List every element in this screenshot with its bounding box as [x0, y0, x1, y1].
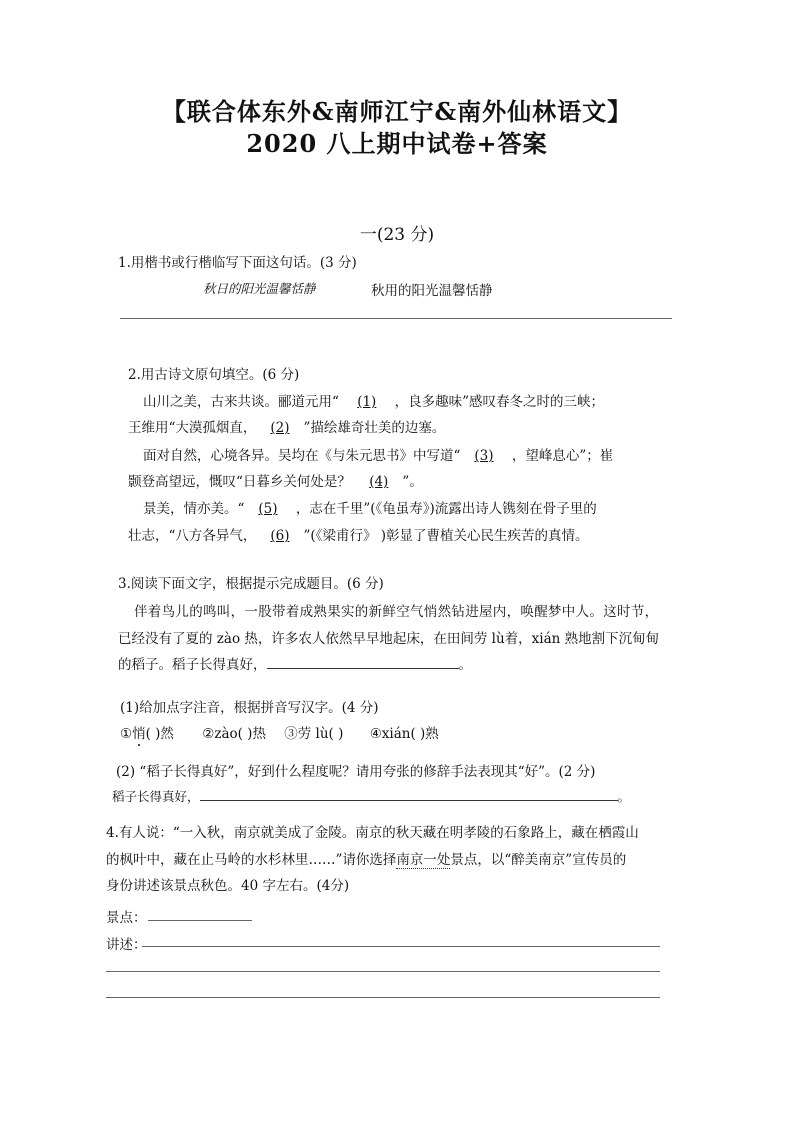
- q4-spot-label: 景点：: [106, 910, 147, 926]
- q2-text: 山川之美，古来共谈。郦道元用“: [143, 394, 344, 410]
- q3-text: 。: [458, 657, 472, 673]
- q2-text: ”描绘雄奇壮美的边塞。: [303, 420, 446, 436]
- q2-blank-6[interactable]: (6): [270, 528, 290, 544]
- q4-emphasis: 南京一处: [396, 852, 451, 868]
- q2-prompt: 2.用古诗文原句填空。(6 分): [128, 367, 300, 383]
- q3-text: 。: [617, 789, 631, 804]
- section-heading: 一(23 分): [359, 225, 435, 245]
- q3-option-3[interactable]: ③劳 lù( ): [284, 726, 344, 742]
- q2-text: ”(《梁甫行》 )彰显了曹植关心民生疾苦的真情。: [303, 528, 589, 544]
- q3-sub1-options: [120, 722, 439, 742]
- q3-answer-blank[interactable]: [267, 656, 459, 669]
- q4-spot-blank[interactable]: [148, 920, 252, 921]
- q2-text: ，志在千里”(《龟虽寿》)流露出诗人镌刻在骨子里的: [291, 501, 597, 517]
- q1-print-sample: 秋用的阳光温馨恬静: [371, 283, 493, 299]
- q2-text: ，望峰息心”；崔: [507, 448, 614, 464]
- q4-answer-line-3[interactable]: [106, 997, 660, 998]
- q3-sub2-answer: [112, 787, 630, 805]
- q3-prompt: 3.阅读下面文字，根据提示完成题目。(6 分): [118, 576, 384, 592]
- q3-sub2-blank[interactable]: [200, 788, 618, 801]
- q2-text: ，良多趣味”感叹春冬之时的三峡；: [390, 394, 605, 410]
- q4-text: 的枫叶中，藏在止马岭的水杉林里……”请你选择: [106, 852, 397, 868]
- q3-dotted-char: 悄: [132, 722, 146, 742]
- q2-line-5: [143, 497, 597, 517]
- q4-line-3: 身份讲述该景点秋色。40 字左右。(4分): [106, 878, 350, 894]
- q3-text: 的稻子。稻子长得真好，: [118, 657, 267, 673]
- q3-text: ( )然: [145, 726, 174, 742]
- q2-line-3: [143, 444, 613, 464]
- q3-text: 稻子长得真好，: [112, 789, 200, 804]
- q3-passage-line-1: 伴着鸟儿的鸣叫，一股带着成熟果实的新鲜空气悄然钻进屋内，唤醒梦中人。这时节，: [134, 604, 659, 620]
- q1-prompt: 1.用楷书或行楷临写下面这句话。(3 分): [118, 255, 357, 271]
- q2-blank-3[interactable]: (3): [474, 448, 494, 464]
- q2-blank-5[interactable]: (5): [258, 501, 278, 517]
- q2-text: 颢登高望远，慨叹“日暮乡关何处是？: [128, 474, 356, 490]
- q4-narrate-label: 讲述：: [106, 937, 147, 953]
- q2-text: 面对自然，心境各异。吴均在《与朱元思书》中写道“: [143, 448, 461, 464]
- q2-line-2: [128, 416, 445, 436]
- q3-passage-line-3: [118, 653, 472, 673]
- q2-line-6: [128, 524, 589, 544]
- title-line-2: 2020 八上期中试卷+答案: [246, 129, 548, 158]
- q2-text: 景美，情亦美。“: [143, 501, 245, 517]
- q4-text: 景点，以“醉美南京”宣传员的: [450, 852, 627, 868]
- q2-text: 王维用“大漠孤烟直，: [128, 420, 257, 436]
- q4-line-1: 4.有人说：“一入秋，南京就美成了金陵。南京的秋天藏在明孝陵的石象路上，藏在栖霞山: [106, 825, 639, 841]
- q2-line-1: [143, 390, 604, 410]
- q3-option-4[interactable]: ④xián( )熟: [369, 726, 439, 742]
- q1-answer-line[interactable]: [120, 318, 672, 319]
- q2-blank-2[interactable]: (2): [270, 420, 290, 436]
- q1-handwriting-sample: 秋日的阳光温馨恬静: [203, 281, 316, 296]
- q4-answer-line-1[interactable]: [142, 946, 660, 947]
- title-line-1: 【联合体东外&南师江宁&南外仙林语文】: [161, 97, 633, 126]
- q3-option-1[interactable]: [120, 726, 174, 742]
- q2-blank-4[interactable]: (4): [369, 474, 389, 490]
- q3-passage-line-2: 已经没有了夏的 zào 热，许多农人依然早早地起床，在田间劳 lù着，xián 熟地割下沉甸甸: [118, 631, 660, 647]
- q4-line-2: [106, 848, 626, 868]
- q3-option-2[interactable]: ②zào( )热: [202, 726, 266, 742]
- q2-text: ”。: [402, 474, 423, 490]
- q4-answer-line-2[interactable]: [106, 971, 660, 972]
- q3-text: ①: [120, 726, 133, 742]
- q3-sub2-prompt: (2) “稻子长得真好”，好到什么程度呢？请用夸张的修辞手法表现其“好”。(2 分): [116, 764, 596, 780]
- q2-blank-1[interactable]: (1): [357, 394, 377, 410]
- q2-text: 壮志，“八方各异气，: [128, 528, 257, 544]
- q2-line-4: [128, 470, 423, 490]
- q3-sub1-prompt: (1)给加点字注音，根据拼音写汉字。(4 分): [120, 700, 379, 716]
